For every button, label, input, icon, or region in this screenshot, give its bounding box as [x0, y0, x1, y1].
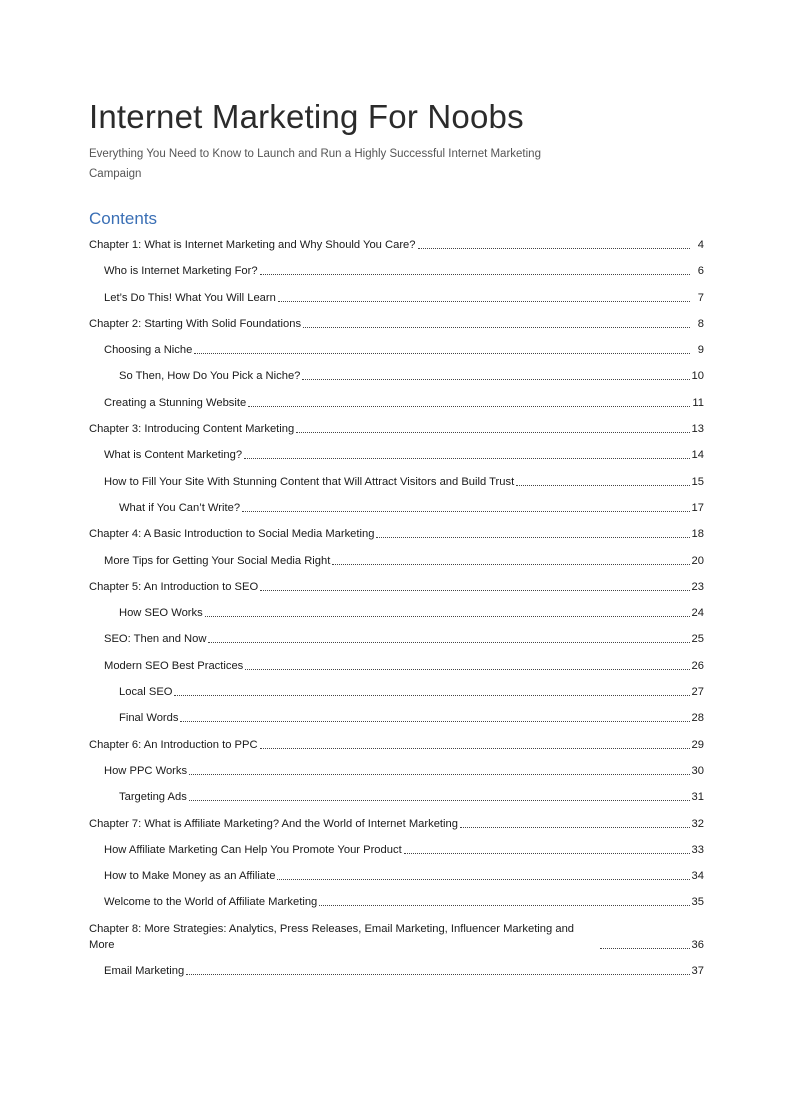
toc-entry-page-number: 14: [691, 449, 704, 462]
toc-entry-page-number: 4: [697, 239, 704, 251]
toc-entry-title: Creating a Stunning Website: [104, 396, 247, 409]
toc-entry-page-number: 23: [691, 580, 704, 593]
toc-entry[interactable]: [89, 337, 704, 363]
toc-entry-page-number: 35: [691, 896, 704, 909]
toc-entry-title: Targeting Ads: [119, 791, 187, 804]
toc-dot-leader: [600, 947, 690, 949]
toc-entry-title: Choosing a Niche: [104, 344, 193, 357]
toc-entry[interactable]: [89, 232, 704, 258]
toc-entry-page-number: 33: [691, 843, 704, 856]
toc-entry[interactable]: [89, 548, 704, 574]
toc-entry-page-number: 28: [691, 712, 704, 725]
toc-dot-leader: [174, 694, 689, 696]
toc-entry-page-number: 34: [691, 870, 704, 883]
toc-entry-page-number: 9: [697, 344, 704, 357]
toc-entry-page-number: 8: [697, 317, 704, 330]
toc-entry-title: More Tips for Getting Your Social Media Right: [104, 554, 331, 567]
toc-entry-title: Chapter 3: Introducing Content Marketing: [89, 423, 295, 436]
toc-entry-page-number: 18: [691, 528, 704, 541]
toc-entry[interactable]: [89, 416, 704, 442]
toc-entry[interactable]: [89, 679, 704, 705]
document-page: [89, 96, 704, 984]
toc-dot-leader: [296, 431, 689, 433]
toc-entry[interactable]: [89, 863, 704, 889]
toc-entry-page-number: 24: [691, 607, 704, 620]
toc-entry[interactable]: [89, 469, 704, 495]
toc-dot-leader: [332, 563, 689, 565]
toc-entry-title: Chapter 5: An Introduction to SEO: [89, 580, 259, 593]
toc-dot-leader: [244, 457, 690, 459]
toc-entry[interactable]: [89, 758, 704, 784]
toc-entry-page-number: 30: [691, 764, 704, 777]
toc-entry-title: Chapter 6: An Introduction to PPC: [89, 738, 258, 751]
toc-entry-page-number: 6: [697, 265, 704, 278]
toc-dot-leader: [189, 799, 690, 801]
toc-entry-title: Welcome to the World of Affiliate Marketing: [104, 896, 318, 909]
toc-dot-leader: [242, 510, 689, 512]
toc-entry-title: Let’s Do This! What You Will Learn: [104, 291, 276, 304]
toc-entry-page-number: 13: [691, 423, 704, 436]
toc-entry[interactable]: [89, 495, 704, 521]
toc-entry[interactable]: [89, 574, 704, 600]
toc-entry[interactable]: [89, 889, 704, 915]
toc-dot-leader: [302, 378, 689, 380]
toc-entry[interactable]: [89, 837, 704, 863]
toc-dot-leader: [189, 773, 689, 775]
toc-entry[interactable]: [89, 784, 704, 810]
toc-entry-page-number: 27: [691, 686, 704, 699]
toc-dot-leader: [260, 747, 690, 749]
toc-entry[interactable]: [89, 311, 704, 337]
toc-entry-page-number: 31: [691, 791, 704, 804]
toc-entry[interactable]: [89, 958, 704, 984]
toc-dot-leader: [277, 878, 689, 880]
document-subtitle: Everything You Need to Know to Launch and Run a Highly Successful Internet Marketing Campaign: [89, 148, 541, 180]
toc-dot-leader: [319, 904, 689, 906]
toc-entry[interactable]: [89, 521, 704, 547]
toc-entry[interactable]: [89, 600, 704, 626]
toc-dot-leader: [205, 615, 690, 617]
toc-entry-title: Chapter 4: A Basic Introduction to Social Media Marketing: [89, 528, 375, 541]
toc-entry-title: Chapter 7: What is Affiliate Marketing? And the World of Internet Marketing: [89, 817, 458, 830]
toc-dot-leader: [418, 247, 691, 249]
toc-entry-page-number: 7: [697, 291, 704, 304]
toc-dot-leader: [516, 484, 689, 486]
toc-dot-leader: [260, 273, 690, 275]
toc-entry[interactable]: [89, 258, 704, 284]
toc-dot-leader: [180, 720, 689, 722]
toc-entry[interactable]: [89, 285, 704, 311]
contents-heading: Contents: [89, 209, 158, 228]
toc-entry-title: How PPC Works: [104, 764, 188, 777]
toc-dot-leader: [245, 668, 689, 670]
toc-entry-title: Local SEO: [119, 686, 173, 699]
document-title: Internet Marketing For Noobs: [89, 98, 524, 135]
toc-entry-page-number: 32: [691, 817, 704, 830]
toc-entry-page-number: 17: [691, 501, 704, 514]
toc-entry-title: Final Words: [119, 712, 179, 725]
toc-entry[interactable]: [89, 626, 704, 652]
toc-entry[interactable]: [89, 363, 704, 389]
toc-entry-title: How to Make Money as an Affiliate: [104, 870, 276, 883]
toc-entry-page-number: 29: [691, 738, 704, 751]
toc-entry-title: How to Fill Your Site With Stunning Content that Will Attract Visitors and Build Trust: [104, 475, 515, 488]
toc-entry[interactable]: [89, 705, 704, 731]
toc-entry-title: How Affiliate Marketing Can Help You Promote Your Product: [104, 843, 402, 856]
toc-entry[interactable]: [89, 442, 704, 468]
toc-entry-title: Modern SEO Best Practices: [104, 659, 244, 672]
toc-entry-title: Chapter 2: Starting With Solid Foundations: [89, 317, 302, 330]
toc-entry[interactable]: [89, 653, 704, 679]
toc-dot-leader: [404, 852, 690, 854]
toc-entry-title: SEO: Then and Now: [104, 633, 207, 646]
toc-entry-title: Who is Internet Marketing For?: [104, 265, 258, 278]
toc-dot-leader: [208, 641, 689, 643]
toc-dot-leader: [260, 589, 689, 591]
toc-entry[interactable]: [89, 390, 704, 416]
toc-entry-title: What if You Can’t Write?: [119, 501, 241, 514]
toc-entry[interactable]: [89, 732, 704, 758]
toc-entry-page-number: 15: [691, 475, 704, 488]
toc-dot-leader: [186, 973, 689, 975]
toc-entry[interactable]: [89, 916, 704, 958]
toc-entry-page-number: 10: [691, 370, 704, 383]
toc-entry-title: What is Content Marketing?: [104, 449, 243, 462]
toc-entry-page-number: 11: [692, 396, 704, 409]
toc-entry[interactable]: [89, 811, 704, 837]
toc-entry-page-number: 20: [691, 554, 704, 567]
toc-entry-title: Email Marketing: [104, 965, 185, 978]
toc-dot-leader: [194, 352, 690, 354]
toc-entry-page-number: 25: [691, 633, 704, 646]
toc-dot-leader: [460, 826, 690, 828]
toc-entry-title: Chapter 1: What is Internet Marketing and Why Should You Care?: [89, 239, 416, 251]
toc-entry-page-number: 26: [691, 659, 704, 672]
toc-entry-title: So Then, How Do You Pick a Niche?: [119, 370, 301, 383]
toc-dot-leader: [376, 536, 689, 538]
toc-entry-page-number: 37: [691, 965, 704, 978]
table-of-contents: [89, 232, 704, 984]
toc-dot-leader: [278, 300, 690, 302]
toc-entry-title: Chapter 8: More Strategies: Analytics, Press Releases, Email Marketing, Influencer Marketing and More: [89, 922, 575, 951]
toc-entry-title: How SEO Works: [119, 607, 203, 620]
toc-entry-page-number: 36: [691, 938, 704, 951]
toc-dot-leader: [248, 405, 690, 407]
toc-dot-leader: [303, 326, 690, 328]
